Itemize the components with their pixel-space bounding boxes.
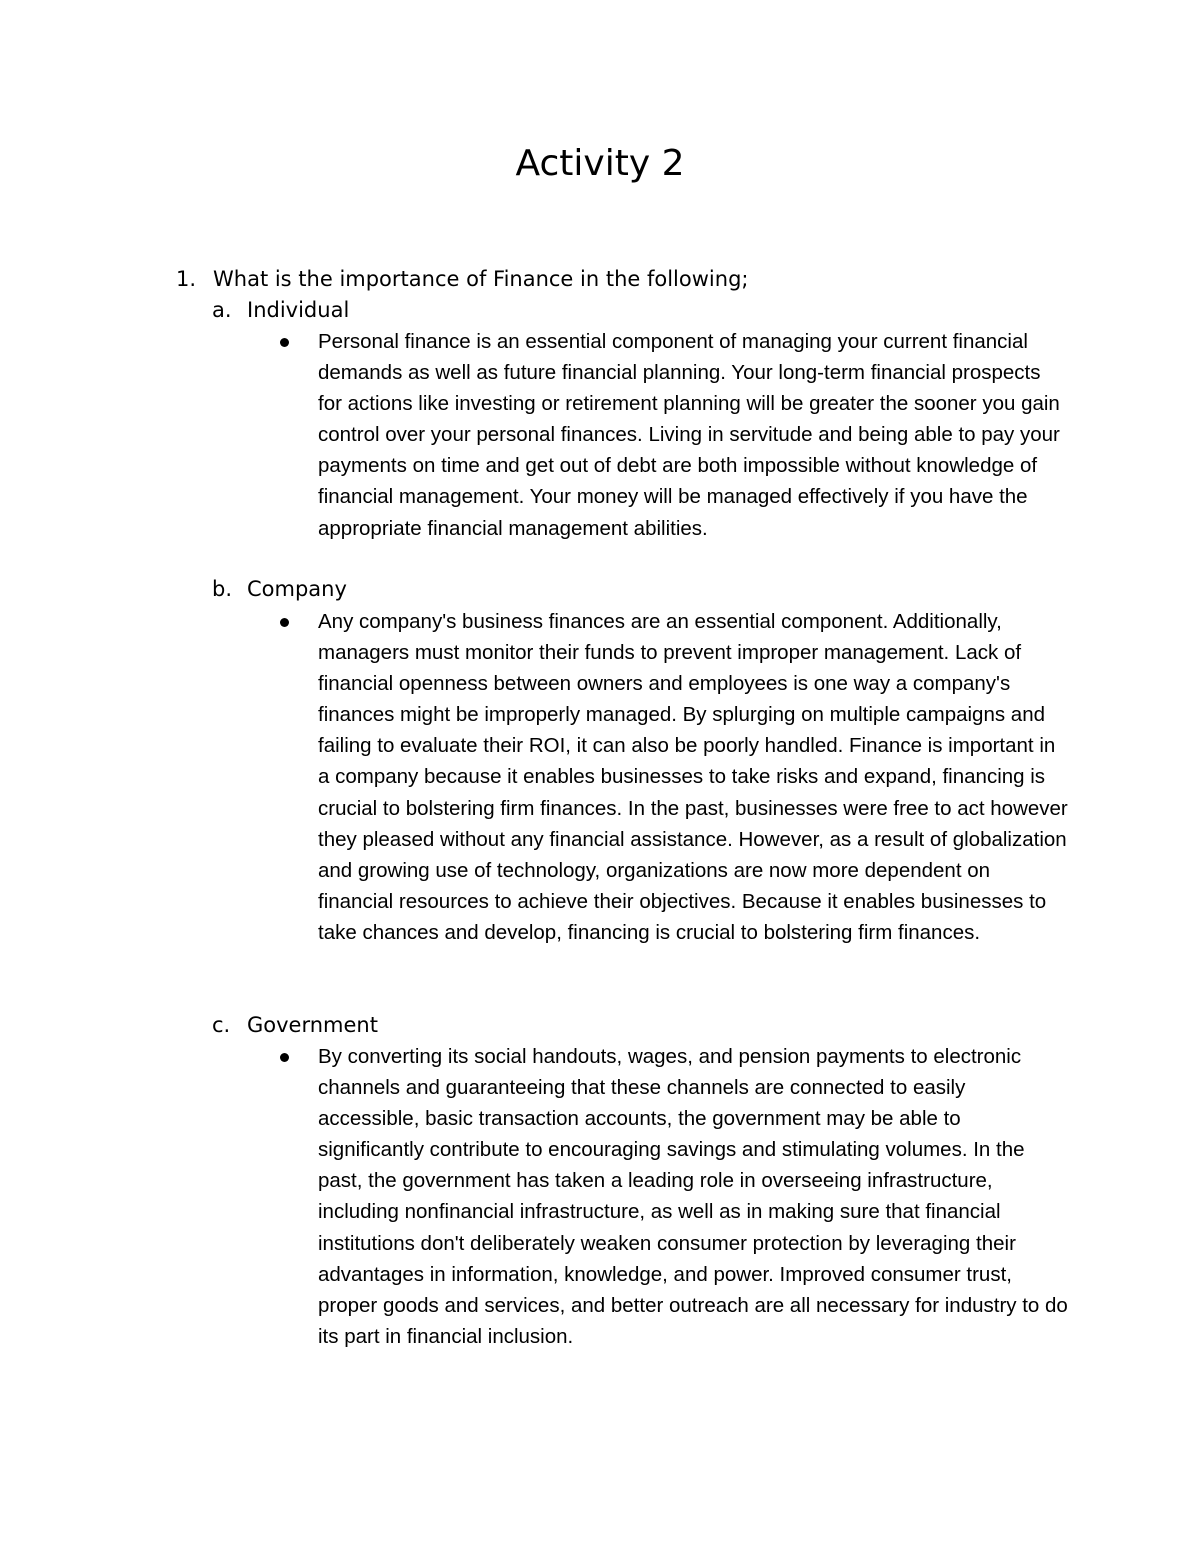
bullet-text: Personal finance is an essential component of managing your current financial demands as well as future financial planning. Your long-term financial prospects for actions like investing or retirement planning will be greater the sooner you gain control over your personal finances. Living in servitude and being able to pay your payments on time and get out of debt are both impossible without knowledge of financial management. Your money will be managed effectively if you have the appropriate financial management abilities. (318, 330, 1060, 540)
section-letter: c. (212, 1013, 231, 1037)
section-government (212, 1010, 1072, 1041)
bullet-text: By converting its social handouts, wages, and pension payments to electronic channels and guaranteeing that these channels are connected to easily accessible, basic transaction accounts, the government may be able to significantly contribute to encouraging savings and stimulating volumes. In the past, the government has taken a leading role in overseeing infrastructure, including nonfinancial infrastructure, as well as in making sure that financial institutions don't deliberately weaken consumer protection by leveraging their advantages in information, knowledge, and power. Improved consumer trust, proper goods and services, and better outreach are all necessary for industry to do its part in financial inclusion. (318, 1045, 1068, 1348)
question-text: What is the importance of Finance in the following; (213, 267, 749, 291)
section-company (212, 574, 1072, 605)
question-item (176, 264, 1076, 295)
section-letter: b. (212, 577, 233, 601)
bullet-icon (280, 338, 289, 347)
section-label: Government (247, 1013, 378, 1037)
bullet-icon (280, 618, 289, 627)
section-label: Company (247, 577, 347, 601)
section-label: Individual (247, 298, 350, 322)
bullet-text: Any company's business finances are an essential component. Additionally, managers must monitor their funds to prevent improper management. Lack of financial openness between owners and employees is one way a company's finances might be improperly managed. By splurging on multiple campaigns and failing to evaluate their ROI, it can also be poorly handled. Finance is important in a company because it enables businesses to take risks and expand, financing is crucial to bolstering firm finances. In the past, businesses were free to act however they pleased without any financial assistance. However, as a result of globalization and growing use of technology, organizations are now more dependent on financial resources to achieve their objectives. Because it enables businesses to take chances and develop, financing is crucial to bolstering firm finances. (318, 610, 1068, 944)
section-letter: a. (212, 298, 232, 322)
section-individual (212, 295, 1072, 326)
page-title: Activity 2 (515, 143, 685, 184)
question-number: 1. (176, 267, 197, 291)
bullet-icon (280, 1053, 289, 1062)
